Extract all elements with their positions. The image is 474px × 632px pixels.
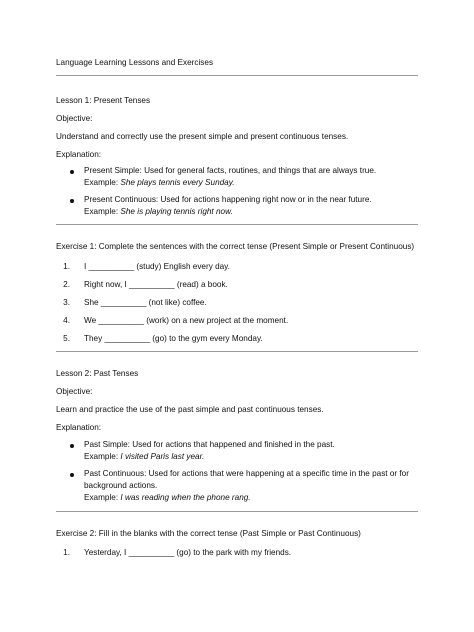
lesson-1-objective-label: Objective: xyxy=(56,114,93,123)
lesson-2-example-past-simple xyxy=(84,452,204,462)
exercise-1-heading: Exercise 1: Complete the sentences with the correct tense (Present Simple or Present Continuous) xyxy=(56,242,415,251)
example-sentence: She plays tennis every Sunday. xyxy=(120,178,235,187)
example-sentence: I was reading when the phone rang. xyxy=(120,493,251,502)
example-label: Example: xyxy=(84,493,121,502)
lesson-2-example-past-continuous xyxy=(84,493,251,503)
example-label: Example: xyxy=(84,207,121,216)
exercise-1-item-number: 1. xyxy=(63,262,70,271)
bullet-icon xyxy=(70,170,74,174)
lesson-2-item-past-continuous-line2: background actions. xyxy=(84,481,158,490)
bullet-icon xyxy=(70,444,74,448)
divider xyxy=(56,224,418,225)
example-sentence: I visited Paris last year. xyxy=(120,452,205,461)
document-page xyxy=(56,0,418,632)
lesson-1-example-present-continuous xyxy=(84,207,233,217)
exercise-1-item: I __________ (study) English every day. xyxy=(84,262,230,271)
divider xyxy=(56,511,418,512)
lesson-1-explanation-label: Explanation: xyxy=(56,150,102,159)
exercise-1-item-number: 3. xyxy=(63,298,70,307)
lesson-1-heading: Lesson 1: Present Tenses xyxy=(56,96,151,105)
lesson-1-objective-text: Understand and correctly use the present simple and present continuous tenses. xyxy=(56,132,349,141)
lesson-1-item-present-simple: Present Simple: Used for general facts, routines, and things that are always true. xyxy=(84,166,377,175)
example-sentence: She is playing tennis right now. xyxy=(120,207,233,216)
divider xyxy=(56,351,418,352)
exercise-1-item-number: 5. xyxy=(63,334,70,343)
exercise-1-item-number: 2. xyxy=(63,280,70,289)
exercise-1-item: She __________ (not like) coffee. xyxy=(84,298,207,307)
exercise-1-item: They __________ (go) to the gym every Monday. xyxy=(84,334,263,343)
exercise-1-item: Right now, I __________ (read) a book. xyxy=(84,280,228,289)
exercise-2-item-number: 1. xyxy=(63,548,70,557)
lesson-1-example-present-simple xyxy=(84,178,235,188)
divider xyxy=(56,75,418,76)
lesson-1-item-present-continuous: Present Continuous: Used for actions happening right now or in the near future. xyxy=(84,195,372,204)
lesson-2-objective-text: Learn and practice the use of the past simple and past continuous tenses. xyxy=(56,405,324,414)
lesson-2-heading: Lesson 2: Past Tenses xyxy=(56,369,139,378)
document-title: Language Learning Lessons and Exercises xyxy=(56,58,214,67)
example-label: Example: xyxy=(84,178,121,187)
lesson-2-explanation-label: Explanation: xyxy=(56,423,102,432)
example-label: Example: xyxy=(84,452,121,461)
exercise-1-item: We __________ (work) on a new project at the moment. xyxy=(84,316,289,325)
lesson-2-item-past-simple: Past Simple: Used for actions that happened and finished in the past. xyxy=(84,440,335,449)
lesson-2-item-past-continuous-line1: Past Continuous: Used for actions that were happening at a specific time in the past or for xyxy=(84,469,409,478)
exercise-2-heading: Exercise 2: Fill in the blanks with the correct tense (Past Simple or Past Continuous) xyxy=(56,529,361,538)
bullet-icon xyxy=(70,473,74,477)
exercise-2-item: Yesterday, I __________ (go) to the park with my friends. xyxy=(84,548,292,557)
exercise-1-item-number: 4. xyxy=(63,316,70,325)
bullet-icon xyxy=(70,199,74,203)
lesson-2-objective-label: Objective: xyxy=(56,387,93,396)
